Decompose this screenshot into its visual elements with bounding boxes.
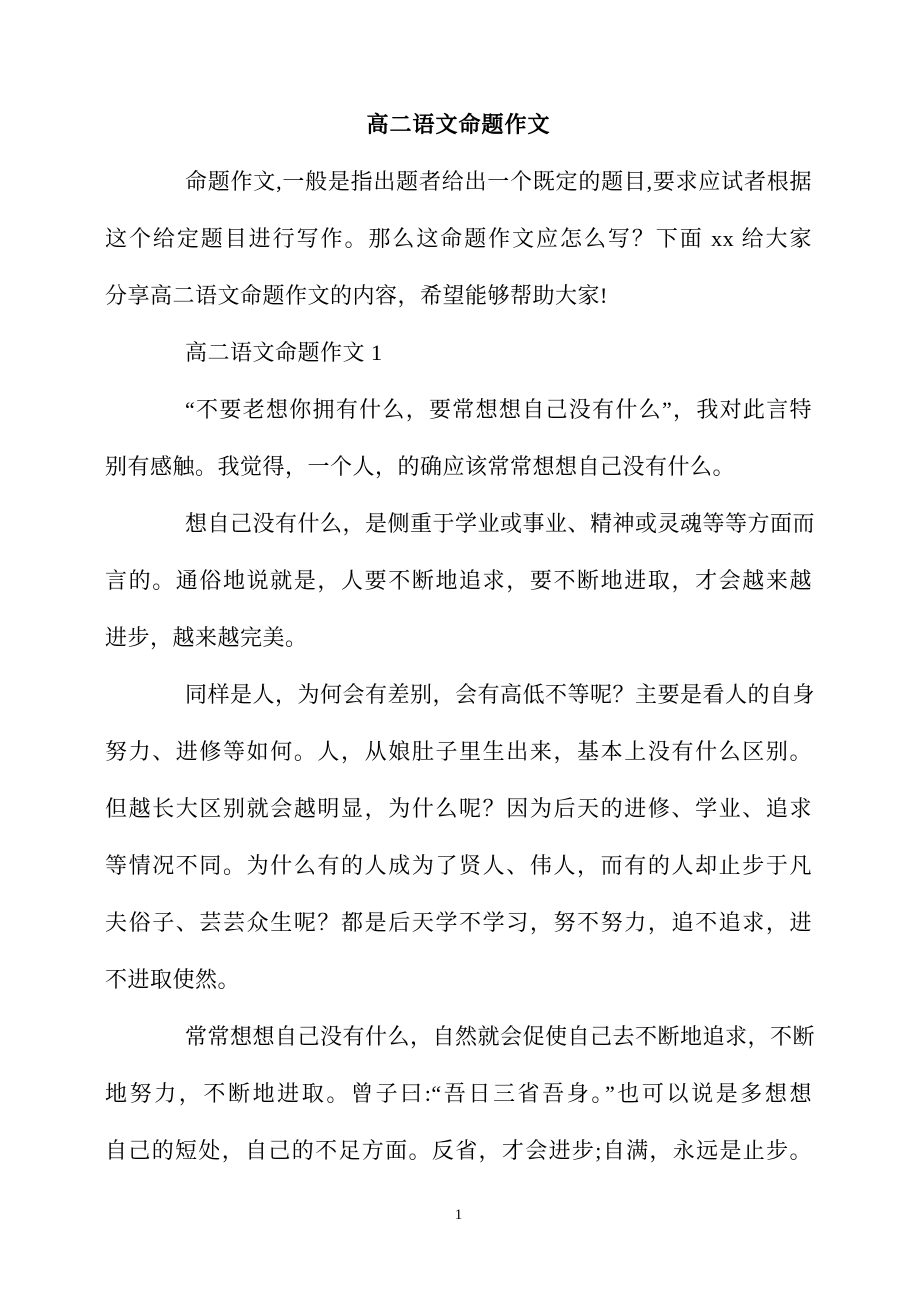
text-line: 等情况不同。为什么有的人成为了贤人、伟人，而有的人却止步于凡	[105, 853, 812, 878]
text-line: 地努力，不断地进取。曾子曰:“吾日三省吾身。”也可以说是多想想	[105, 1081, 812, 1106]
text-line: 这个给定题目进行写作。那么这命题作文应怎么写？下面 xx 给大家	[105, 226, 812, 251]
text-line: 同样是人，为何会有差别，会有高低不等呢？主要是看人的自身	[185, 682, 816, 707]
text-line: 进步，越来越完美。	[105, 625, 308, 650]
text-line: 言的。通俗地说就是，人要不断地追求，要不断地进取，才会越来越	[105, 568, 812, 593]
section-heading: 高二语文命题作文 1	[185, 340, 383, 365]
page-number: 1	[454, 1207, 463, 1223]
text-line: 想自己没有什么，是侧重于学业或事业、精神或灵魂等等方面而	[185, 511, 816, 536]
text-line: 不进取使然。	[105, 967, 241, 992]
text-line: 自己的短处，自己的不足方面。反省，才会进步;自满，永远是止步。	[105, 1138, 812, 1163]
text-line: “不要老想你拥有什么，要常想想自己没有什么”，我对此言特	[185, 397, 812, 422]
text-line: 分享高二语文命题作文的内容，希望能够帮助大家!	[105, 283, 608, 308]
text-line: 但越长大区别就会越明显，为什么呢？因为后天的进修、学业、追求	[105, 796, 812, 821]
text-line: 命题作文,一般是指出题者给出一个既定的题目,要求应试者根据	[185, 169, 812, 194]
text-line: 别有感触。我觉得，一个人，的确应该常常想想自己没有什么。	[105, 454, 736, 479]
text-line: 夫俗子、芸芸众生呢？都是后天学不学习，努不努力，追不追求，进	[105, 910, 812, 935]
document-body	[105, 96, 816, 1179]
document-title: 高二语文命题作文	[366, 112, 551, 137]
text-line: 常常想想自己没有什么，自然就会促使自己去不断地追求，不断	[185, 1024, 816, 1049]
text-line: 努力、进修等如何。人，从娘肚子里生出来，基本上没有什么区别。	[105, 739, 812, 764]
